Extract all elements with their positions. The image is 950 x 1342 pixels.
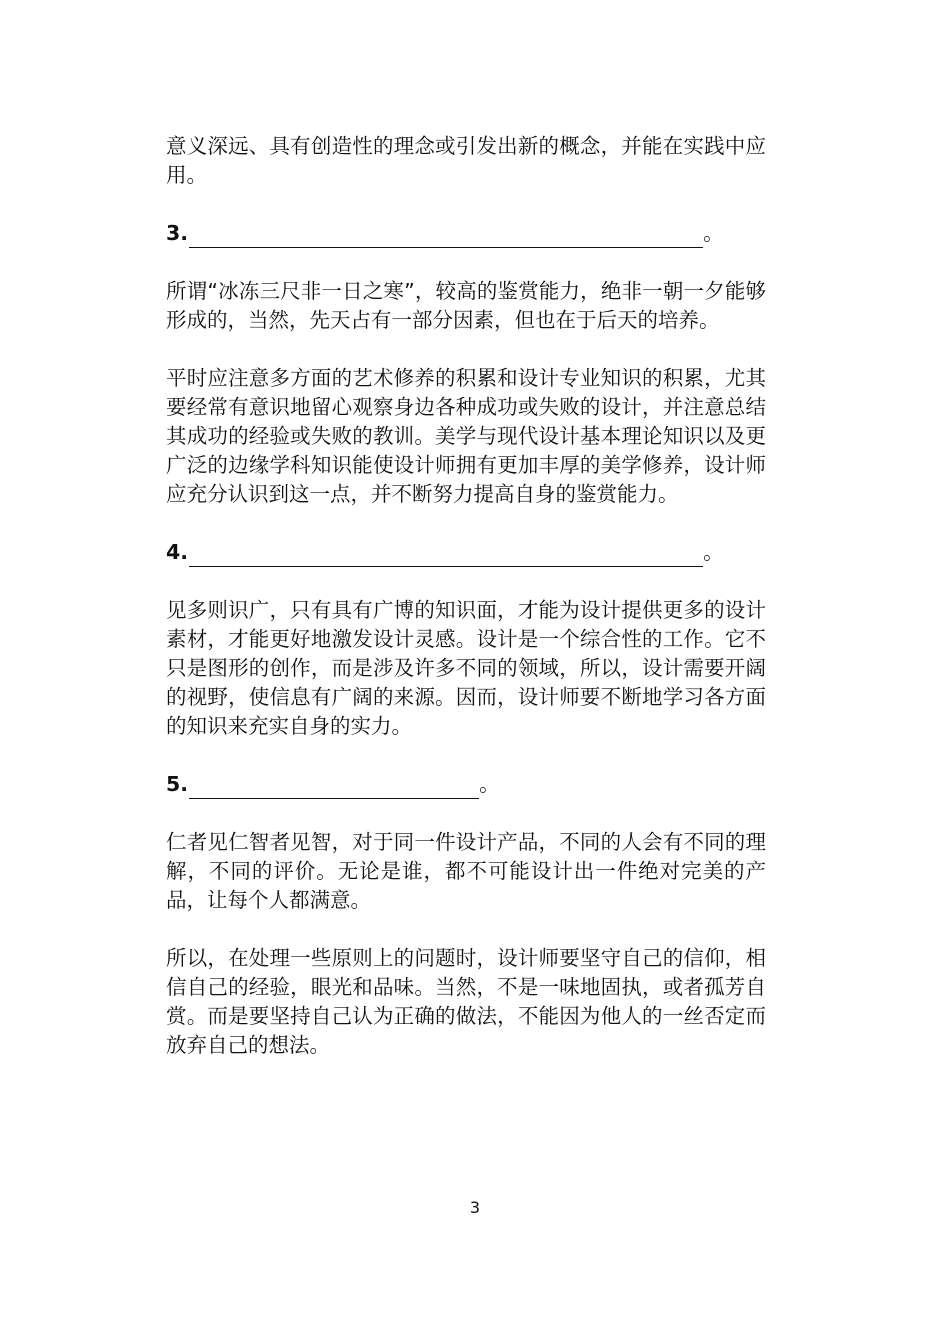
question-number: 3. [166,221,189,245]
question-number: 4. [166,540,189,564]
answer-blank[interactable] [189,546,703,567]
heading-end-mark: 。 [703,221,724,245]
document-body [166,132,766,1060]
question-heading-5 [166,770,766,799]
answer-blank[interactable] [189,778,479,799]
heading-end-mark: 。 [479,772,500,796]
question-number: 5. [166,772,189,796]
paragraph: 所以，在处理一些原则上的问题时，设计师要坚守自己的信仰，相信自己的经验，眼光和品味。当然，不是一味地固执，或者孤芳自赏。而是要坚持自己认为正确的做法，不能因为他人的一丝否定而放弃自己的想法。 [166,946,766,1057]
paragraph: 平时应注意多方面的艺术修养的积累和设计专业知识的积累，尤其要经常有意识地留心观察身边各种成功或失败的设计，并注意总结其成功的经验或失败的教训。美学与现代设计基本理论知识以及更广泛的边缘学科知识能使设计师拥有更加丰厚的美学修养，设计师应充分认识到这一点，并不断努力提高自身的鉴赏能力。 [166,366,766,506]
paragraph: 仁者见仁智者见智，对于同一件设计产品，不同的人会有不同的理解，不同的评价。无论是谁，都不可能设计出一件绝对完美的产品，让每个人都满意。 [166,830,766,912]
paragraph: 见多则识广，只有具有广博的知识面，才能为设计提供更多的设计素材，才能更好地激发设计灵感。设计是一个综合性的工作。它不只是图形的创作，而是涉及许多不同的领域，所以，设计需要开阔的视野，使信息有广阔的来源。因而，设计师要不断地学习各方面的知识来充实自身的实力。 [166,598,766,738]
paragraph: 所谓“冰冻三尺非一日之寒”，较高的鉴赏能力，绝非一朝一夕能够形成的，当然，先天占有一部分因素，但也在于后天的培养。 [166,279,766,332]
answer-blank[interactable] [189,227,703,248]
question-heading-4 [166,538,766,567]
page-number: 3 [469,1198,481,1217]
paragraph: 意义深远、具有创造性的理念或引发出新的概念，并能在实践中应用。 [166,134,766,187]
heading-end-mark: 。 [703,540,724,564]
question-heading-3 [166,219,766,248]
